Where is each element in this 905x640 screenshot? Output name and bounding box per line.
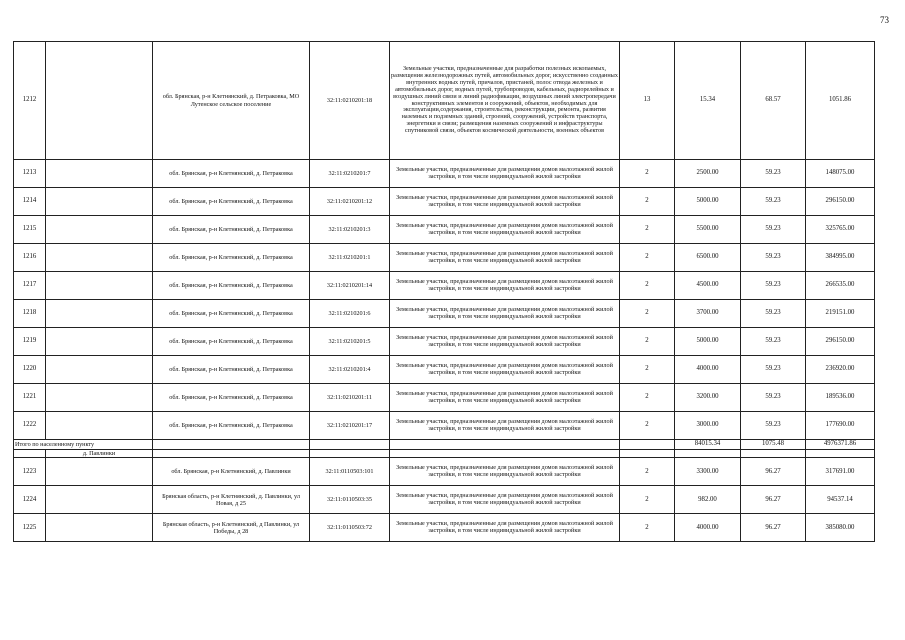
- row-group: 2: [620, 486, 675, 514]
- subtotal-empty-description: [390, 440, 620, 450]
- row-land-use-description: Земельные участки, предназначенные для размещения домов малоэтажной жилой застройки, в том числе индивидуальной жилой застройки: [390, 458, 620, 486]
- locality-empty-cell: [620, 450, 675, 458]
- row-group: 2: [620, 272, 675, 300]
- subtotal-row: [14, 440, 875, 450]
- row-rate: 59.23: [741, 384, 806, 412]
- row-address: обл. Брянская, р-н Клетнянский, д. Петраковка: [153, 328, 310, 356]
- subtotal-empty-cadastral: [310, 440, 390, 450]
- locality-empty-cell: [806, 450, 875, 458]
- table-body-main: [14, 42, 875, 440]
- row-locality: [46, 244, 153, 272]
- row-locality: [46, 328, 153, 356]
- row-address: обл. Брянская, р-н Клетнянский, д. Петраковка: [153, 244, 310, 272]
- row-cadastral-number: 32:11:0210201:11: [310, 384, 390, 412]
- row-rate: 59.23: [741, 328, 806, 356]
- row-group: 2: [620, 458, 675, 486]
- row-group: 2: [620, 514, 675, 542]
- row-area: 3700.00: [675, 300, 741, 328]
- row-number: 1220: [14, 356, 46, 384]
- row-cadastral-number: 32:11:0210201:5: [310, 328, 390, 356]
- row-area: 4000.00: [675, 356, 741, 384]
- row-cadastral-number: 32:11:0210201:12: [310, 188, 390, 216]
- table-row: [14, 486, 875, 514]
- row-locality: [46, 300, 153, 328]
- row-cadastral-number: 32:11:0110503:35: [310, 486, 390, 514]
- row-cadastral-value: 384995.00: [806, 244, 875, 272]
- row-cadastral-value: 385080.00: [806, 514, 875, 542]
- row-group: 2: [620, 244, 675, 272]
- row-rate: 59.23: [741, 244, 806, 272]
- row-area: 6500.00: [675, 244, 741, 272]
- row-land-use-description: Земельные участки, предназначенные для размещения домов малоэтажной жилой застройки, в том числе индивидуальной жилой застройки: [390, 356, 620, 384]
- table-row: [14, 244, 875, 272]
- row-group: 2: [620, 300, 675, 328]
- row-rate: 59.23: [741, 188, 806, 216]
- row-number: 1212: [14, 42, 46, 160]
- row-rate: 96.27: [741, 514, 806, 542]
- row-locality: [46, 458, 153, 486]
- table-row: [14, 356, 875, 384]
- row-cadastral-number: 32:11:0110503:72: [310, 514, 390, 542]
- table-row: [14, 42, 875, 160]
- row-area: 5000.00: [675, 328, 741, 356]
- row-number: 1217: [14, 272, 46, 300]
- row-rate: 59.23: [741, 160, 806, 188]
- table-body-subtotal: [14, 440, 875, 450]
- row-number: 1216: [14, 244, 46, 272]
- table-row: [14, 216, 875, 244]
- row-area: 3000.00: [675, 412, 741, 440]
- table-body-locality: [14, 450, 875, 542]
- locality-empty-cell: [741, 450, 806, 458]
- row-cadastral-number: 32:11:0210201:6: [310, 300, 390, 328]
- row-group: 2: [620, 384, 675, 412]
- subtotal-value: 4976371.86: [806, 440, 875, 450]
- page-number: 73: [880, 15, 889, 25]
- row-cadastral-number: 32:11:0110503:101: [310, 458, 390, 486]
- row-area: 5500.00: [675, 216, 741, 244]
- row-locality: [46, 42, 153, 160]
- row-address: обл. Брянская, р-н Клетнянский, д. Петраковка, МО Лутенское сельское поселение: [153, 42, 310, 160]
- row-locality: [46, 412, 153, 440]
- table-row: [14, 328, 875, 356]
- row-locality: [46, 356, 153, 384]
- row-address: обл. Брянская, р-н Клетнянский, д. Петраковка: [153, 356, 310, 384]
- table-row: [14, 384, 875, 412]
- row-number: 1221: [14, 384, 46, 412]
- row-land-use-description: Земельные участки, предназначенные для размещения домов малоэтажной жилой застройки, в том числе индивидуальной жилой застройки: [390, 272, 620, 300]
- row-cadastral-value: 296150.00: [806, 328, 875, 356]
- row-locality: [46, 514, 153, 542]
- row-locality: [46, 486, 153, 514]
- row-area: 4000.00: [675, 514, 741, 542]
- row-group: 2: [620, 216, 675, 244]
- row-number: 1215: [14, 216, 46, 244]
- locality-empty-cell: [675, 450, 741, 458]
- row-cadastral-value: 236920.00: [806, 356, 875, 384]
- row-area: 3200.00: [675, 384, 741, 412]
- row-cadastral-value: 325765.00: [806, 216, 875, 244]
- table-row: [14, 272, 875, 300]
- subtotal-empty-group: [620, 440, 675, 450]
- row-land-use-description: Земельные участки, предназначенные для размещения домов малоэтажной жилой застройки, в том числе индивидуальной жилой застройки: [390, 514, 620, 542]
- row-land-use-description: Земельные участки, предназначенные для размещения домов малоэтажной жилой застройки, в том числе индивидуальной жилой застройки: [390, 384, 620, 412]
- row-area: 5000.00: [675, 188, 741, 216]
- subtotal-rate: 1075.48: [741, 440, 806, 450]
- row-locality: [46, 216, 153, 244]
- row-number: 1224: [14, 486, 46, 514]
- row-address: обл. Брянская, р-н Клетнянский, д. Петраковка: [153, 272, 310, 300]
- row-cadastral-number: 32:11:0210201:4: [310, 356, 390, 384]
- row-area: 4500.00: [675, 272, 741, 300]
- row-rate: 59.23: [741, 272, 806, 300]
- row-land-use-description: Земельные участки, предназначенные для размещения домов малоэтажной жилой застройки, в том числе индивидуальной жилой застройки: [390, 486, 620, 514]
- row-rate: 96.27: [741, 458, 806, 486]
- row-group: 13: [620, 42, 675, 160]
- row-number: 1214: [14, 188, 46, 216]
- row-rate: 59.23: [741, 356, 806, 384]
- row-cadastral-number: 32:11:0210201:14: [310, 272, 390, 300]
- row-rate: 96.27: [741, 486, 806, 514]
- row-address: обл. Брянская, р-н Клетнянский, д. Петраковка: [153, 188, 310, 216]
- table-row: [14, 514, 875, 542]
- row-land-use-description: Земельные участки, предназначенные для размещения домов малоэтажной жилой застройки, в том числе индивидуальной жилой застройки: [390, 300, 620, 328]
- row-address: обл. Брянская, р-н Клетнянский, д. Петраковка: [153, 384, 310, 412]
- row-cadastral-number: 32:11:0210201:17: [310, 412, 390, 440]
- subtotal-area: 84015.34: [675, 440, 741, 450]
- row-address: Брянская область, р-н Клетнянский, д Павлинки, ул Победы, д 28: [153, 514, 310, 542]
- table-row: [14, 188, 875, 216]
- row-group: 2: [620, 412, 675, 440]
- locality-empty-number: [14, 450, 46, 458]
- row-number: 1213: [14, 160, 46, 188]
- row-address: обл. Брянская, р-н Клетнянский, д. Петраковка: [153, 412, 310, 440]
- row-cadastral-number: 32:11:0210201:18: [310, 42, 390, 160]
- locality-name: д. Павлинки: [46, 450, 153, 458]
- row-cadastral-value: 177690.00: [806, 412, 875, 440]
- row-rate: 68.57: [741, 42, 806, 160]
- row-group: 2: [620, 160, 675, 188]
- table-row: [14, 300, 875, 328]
- row-group: 2: [620, 356, 675, 384]
- row-land-use-description: Земельные участки, предназначенные для размещения домов малоэтажной жилой застройки, в том числе индивидуальной жилой застройки: [390, 412, 620, 440]
- row-group: 2: [620, 328, 675, 356]
- locality-empty-cell: [390, 450, 620, 458]
- row-locality: [46, 272, 153, 300]
- row-address: обл. Брянская, р-н Клетнянский, д. Петраковка: [153, 216, 310, 244]
- row-land-use-description: Земельные участки, предназначенные для размещения домов малоэтажной жилой застройки, в том числе индивидуальной жилой застройки: [390, 328, 620, 356]
- subtotal-empty-address: [153, 440, 310, 450]
- locality-row: [14, 450, 875, 458]
- table-row: [14, 160, 875, 188]
- row-land-use-description: Земельные участки, предназначенные для размещения домов малоэтажной жилой застройки, в том числе индивидуальной жилой застройки: [390, 188, 620, 216]
- row-locality: [46, 384, 153, 412]
- row-area: 3300.00: [675, 458, 741, 486]
- row-area: 2500.00: [675, 160, 741, 188]
- row-cadastral-number: 32:11:0210201:7: [310, 160, 390, 188]
- row-cadastral-value: 317691.00: [806, 458, 875, 486]
- row-address: обл. Брянская, р-н Клетнянский, д. Петраковка: [153, 300, 310, 328]
- row-address: обл. Брянская, р-н Клетнянский, д. Петраковка: [153, 160, 310, 188]
- locality-empty-cell: [153, 450, 310, 458]
- row-cadastral-value: 189536.00: [806, 384, 875, 412]
- land-registry-table: [13, 41, 875, 542]
- row-number: 1218: [14, 300, 46, 328]
- row-rate: 59.23: [741, 216, 806, 244]
- row-cadastral-value: 94537.14: [806, 486, 875, 514]
- locality-empty-cell: [310, 450, 390, 458]
- row-group: 2: [620, 188, 675, 216]
- row-cadastral-value: 1051.86: [806, 42, 875, 160]
- row-number: 1223: [14, 458, 46, 486]
- subtotal-label: Итого по населенному пункту: [14, 440, 153, 450]
- row-land-use-description: Земельные участки, предназначенные для размещения домов малоэтажной жилой застройки, в том числе индивидуальной жилой застройки: [390, 160, 620, 188]
- row-land-use-description: Земельные участки, предназначенные для разработки полезных ископаемых, размещения железнодорожных путей, автомобильных дорог, искусственно созданных внутренних водных путей, причалов, пристаней, полос отвода железных и автомобильных дорог, водных путей, трубопроводов, кабельных, радиорелейных и воздушных линий связи и линий радиофикации, воздушных линий электропередачи конструктивных элементов и сооружений, объектов, необходимых для эксплуатации,содержания, строительства, реконструкции, ремонта, развития наземных и подземных зданий, строений, сооружений, устройств транспорта, энергетики и связи; размещения наземных сооружений и инфраструктуры спутниковой связи, объектов космической деятельности, военных объектов: [390, 42, 620, 160]
- row-cadastral-value: 266535.00: [806, 272, 875, 300]
- row-address: обл. Брянская, р-н Клетнянский, д. Павлинки: [153, 458, 310, 486]
- row-cadastral-value: 219151.00: [806, 300, 875, 328]
- table-row: [14, 412, 875, 440]
- row-land-use-description: Земельные участки, предназначенные для размещения домов малоэтажной жилой застройки, в том числе индивидуальной жилой застройки: [390, 244, 620, 272]
- row-locality: [46, 160, 153, 188]
- row-number: 1222: [14, 412, 46, 440]
- row-area: 15.34: [675, 42, 741, 160]
- row-locality: [46, 188, 153, 216]
- row-cadastral-number: 32:11:0210201:3: [310, 216, 390, 244]
- row-cadastral-number: 32:11:0210201:1: [310, 244, 390, 272]
- row-address: Брянская область, р-н Клетнянский, д. Павлинки, ул Новая, д 25: [153, 486, 310, 514]
- table-row: [14, 458, 875, 486]
- row-cadastral-value: 296150.00: [806, 188, 875, 216]
- row-land-use-description: Земельные участки, предназначенные для размещения домов малоэтажной жилой застройки, в том числе индивидуальной жилой застройки: [390, 216, 620, 244]
- row-rate: 59.23: [741, 300, 806, 328]
- row-cadastral-value: 148075.00: [806, 160, 875, 188]
- row-number: 1225: [14, 514, 46, 542]
- row-rate: 59.23: [741, 412, 806, 440]
- row-area: 982.00: [675, 486, 741, 514]
- row-number: 1219: [14, 328, 46, 356]
